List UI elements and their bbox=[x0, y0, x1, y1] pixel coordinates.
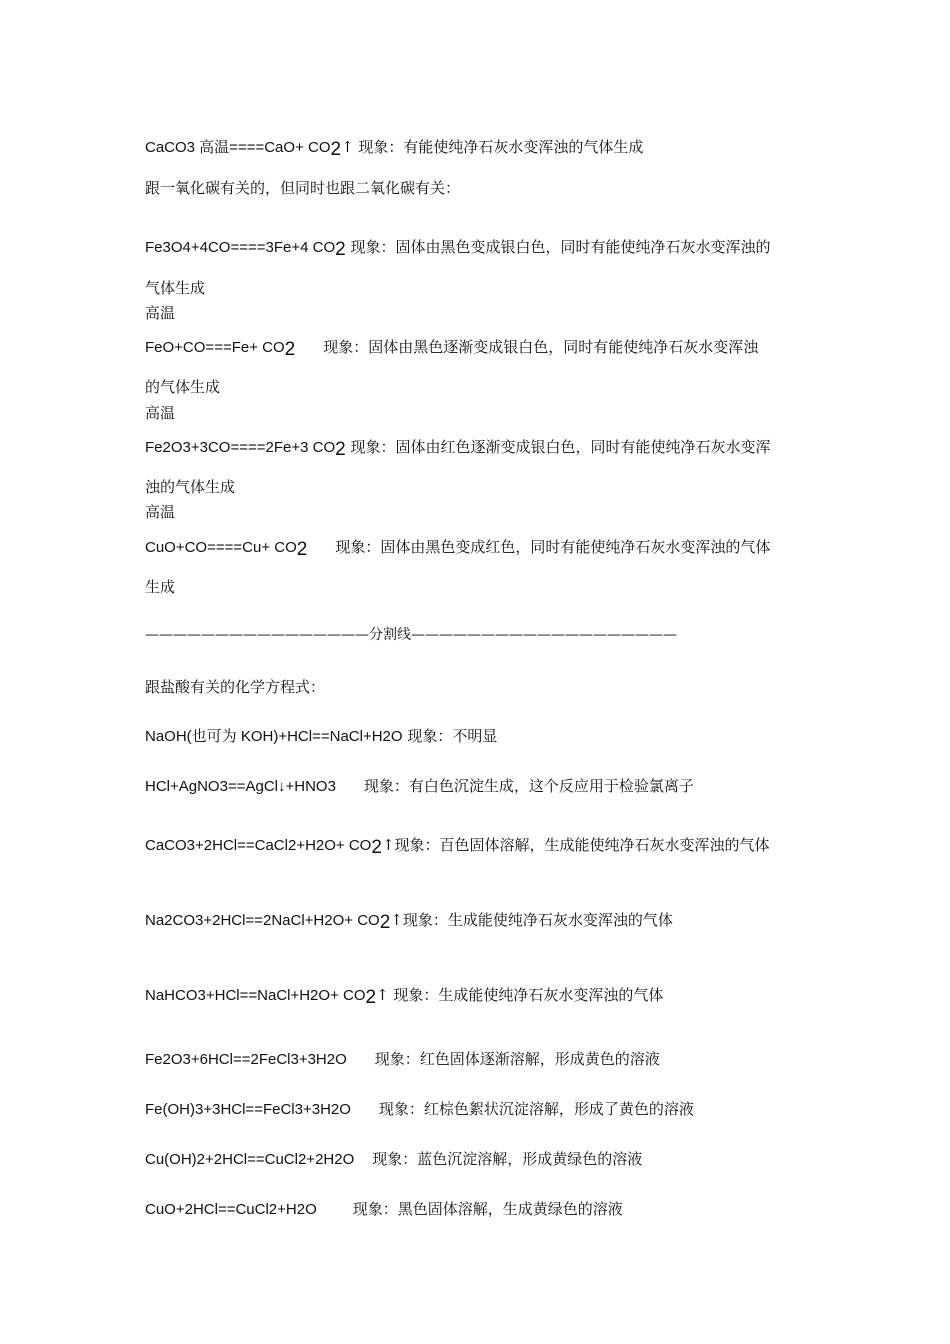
phenomenon: 现象：固体由黑色变成银白色，同时有能使纯净石灰水变浑浊的 bbox=[345, 238, 771, 256]
phenomenon: ↑现象：百色固体溶解，生成能使纯净石灰水变浑浊的气体 bbox=[381, 836, 770, 854]
equation: Cu(OH)2+2HCl==CuCl2+2H2O bbox=[145, 1151, 355, 1168]
feo-equation-line bbox=[145, 337, 810, 358]
subscript: 2 bbox=[379, 912, 391, 931]
naoh-hcl-line bbox=[145, 726, 810, 747]
equation: CaCO3 高温====CaO+ CO bbox=[145, 139, 331, 156]
caco3-hcl-line bbox=[145, 835, 810, 856]
cuo-co-equation-line bbox=[145, 537, 810, 558]
subscript: 2 bbox=[365, 987, 377, 1006]
equation: NaOH(也可为 KOH)+HCl==NaCl+H2O bbox=[145, 728, 403, 745]
equation: CaCO3+2HCl==CaCl2+H2O+ CO bbox=[145, 837, 372, 854]
phenomenon: 现象：蓝色沉淀溶解，形成黄绿色的溶液 bbox=[372, 1150, 643, 1168]
subscript: 2 bbox=[335, 239, 346, 258]
equation: CuO+CO====Cu+ CO bbox=[145, 539, 297, 556]
phenomenon: 现象：不明显 bbox=[402, 727, 498, 745]
phenomenon: 现象：黑色固体溶解，生成黄绿色的溶液 bbox=[352, 1200, 623, 1218]
subscript: 2 bbox=[335, 439, 346, 458]
equation: Fe(OH)3+3HCl==FeCl3+3H2O bbox=[145, 1101, 351, 1118]
fe3o4-continuation: 气体生成 bbox=[145, 279, 206, 297]
cuo-co-continuation: 生成 bbox=[145, 578, 176, 596]
phenomenon: ↑ 现象：有能使纯净石灰水变浑浊的气体生成 bbox=[341, 138, 644, 156]
feo-continuation: 的气体生成 bbox=[145, 378, 221, 396]
equation: CuO+2HCl==CuCl2+H2O bbox=[145, 1201, 317, 1218]
equation: Fe3O4+4CO====3Fe+4 CO bbox=[145, 239, 336, 256]
co-section-heading: 跟一氧化碳有关的，但同时也跟二氧化碳有关： bbox=[145, 179, 461, 197]
subscript: 2 bbox=[296, 539, 308, 558]
hcl-section-heading: 跟盐酸有关的化学方程式： bbox=[145, 678, 326, 696]
cuoh2-hcl-line bbox=[145, 1149, 810, 1170]
phenomenon: 现象：红色固体逐渐溶解，形成黄色的溶液 bbox=[374, 1050, 660, 1068]
equation: Fe2O3+3CO====2Fe+3 CO bbox=[145, 439, 336, 456]
nahco3-hcl-line bbox=[145, 985, 810, 1006]
na2co3-hcl-line bbox=[145, 910, 810, 931]
equation: Fe2O3+6HCl==2FeCl3+3H2O bbox=[145, 1051, 347, 1068]
feo-condition: 高温 bbox=[145, 304, 176, 322]
phenomenon: 现象：固体由黑色逐渐变成银白色，同时有能使纯净石灰水变浑浊 bbox=[323, 338, 759, 356]
feoh3-hcl-line bbox=[145, 1099, 810, 1120]
caco3-decomposition-line bbox=[145, 137, 810, 158]
equation: FeO+CO===Fe+ CO bbox=[145, 339, 285, 356]
phenomenon: 现象：固体由红色逐渐变成银白色，同时有能使纯净石灰水变浑 bbox=[345, 438, 771, 456]
fe2o3-co-equation-line bbox=[145, 437, 810, 458]
phenomenon: 现象：有白色沉淀生成，这个反应用于检验氯离子 bbox=[363, 777, 694, 795]
phenomenon: 现象：红棕色絮状沉淀溶解，形成了黄色的溶液 bbox=[378, 1100, 694, 1118]
subscript: 2 bbox=[330, 139, 342, 158]
fe2o3-co-continuation: 浊的气体生成 bbox=[145, 478, 236, 496]
subscript: 2 bbox=[371, 837, 382, 856]
fe2o3-hcl-line bbox=[145, 1049, 810, 1070]
phenomenon: 现象：固体由黑色变成红色，同时有能使纯净石灰水变浑浊的气体 bbox=[335, 538, 771, 556]
equation: NaHCO3+HCl==NaCl+H2O+ CO bbox=[145, 987, 366, 1004]
cuo-co-condition: 高温 bbox=[145, 503, 176, 521]
phenomenon: ↑现象：生成能使纯净石灰水变浑浊的气体 bbox=[390, 911, 673, 929]
fe2o3-co-condition: 高温 bbox=[145, 404, 176, 422]
phenomenon: ↑ 现象：生成能使纯净石灰水变浑浊的气体 bbox=[376, 986, 664, 1004]
section-divider: ————————————————分割线——————————————————— bbox=[145, 627, 677, 643]
cuo-hcl-line bbox=[145, 1199, 810, 1220]
fe3o4-equation-line bbox=[145, 237, 810, 258]
agno3-hcl-line bbox=[145, 776, 810, 797]
equation: Na2CO3+2HCl==2NaCl+H2O+ CO bbox=[145, 912, 380, 929]
subscript: 2 bbox=[284, 339, 296, 358]
equation: HCl+AgNO3==AgCl↓+HNO3 bbox=[145, 778, 336, 795]
